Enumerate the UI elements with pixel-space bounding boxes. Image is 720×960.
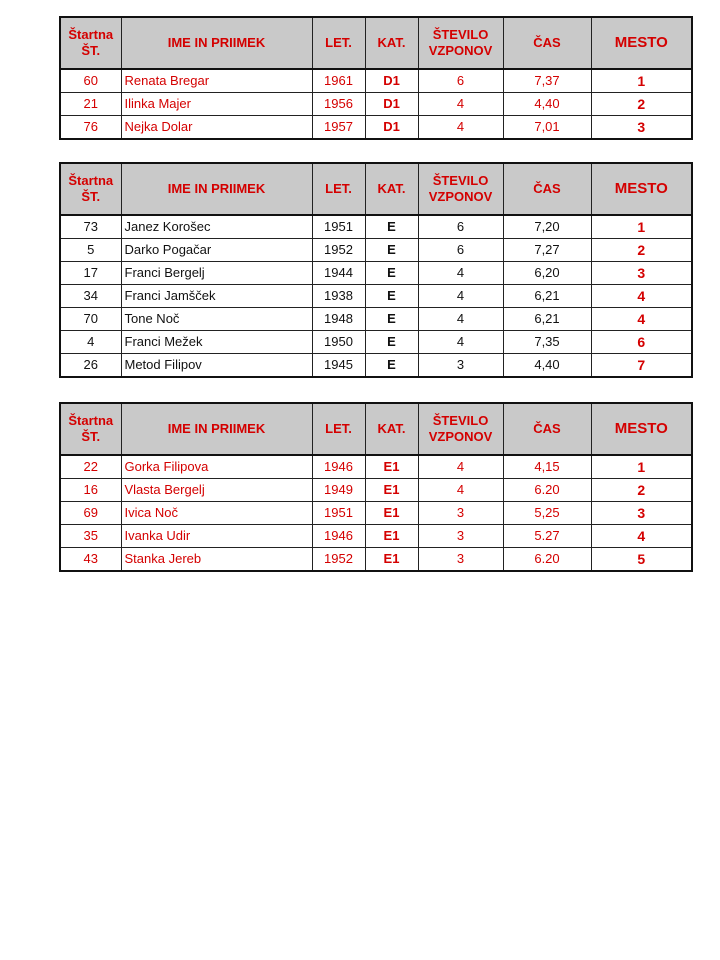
cell-place: 4 (591, 308, 692, 331)
cell-category: D1 (365, 116, 418, 140)
cell-place: 7 (591, 354, 692, 378)
cell-start-number: 21 (60, 93, 121, 116)
table-row (60, 215, 692, 239)
cell-time: 7,01 (503, 116, 591, 140)
cell-year: 1938 (312, 285, 365, 308)
header-mesto: MESTO (591, 403, 692, 455)
cell-climbs: 4 (418, 308, 503, 331)
cell-time: 5.27 (503, 525, 591, 548)
cell-time: 4,40 (503, 354, 591, 378)
header-stevilo-vzponov (418, 17, 503, 69)
cell-year: 1952 (312, 239, 365, 262)
cell-time: 5,25 (503, 502, 591, 525)
cell-start-number: 60 (60, 69, 121, 93)
header-vzponi-line2: VZPONOV (428, 429, 493, 444)
header-vzponi-line1: ŠTEVILO (432, 173, 489, 188)
cell-place: 1 (591, 69, 692, 93)
header-startna-st (60, 403, 121, 455)
cell-place: 2 (591, 479, 692, 502)
header-startna-line2: ŠT. (81, 189, 101, 204)
cell-year: 1945 (312, 354, 365, 378)
cell-start-number: 16 (60, 479, 121, 502)
cell-climbs: 4 (418, 479, 503, 502)
cell-start-number: 73 (60, 215, 121, 239)
header-let: LET. (312, 17, 365, 69)
header-name: IME IN PRIIMEK (121, 17, 312, 69)
header-startna-line1: Štartna (68, 413, 114, 428)
cell-place: 4 (591, 285, 692, 308)
cell-year: 1952 (312, 548, 365, 572)
table-row (60, 548, 692, 572)
table-row (60, 331, 692, 354)
header-startna-line2: ŠT. (81, 43, 101, 58)
cell-name: Franci Jamšček (121, 285, 312, 308)
cell-start-number: 4 (60, 331, 121, 354)
cell-year: 1950 (312, 331, 365, 354)
cell-place: 3 (591, 502, 692, 525)
header-startna-line1: Štartna (68, 27, 114, 42)
cell-name: Ilinka Majer (121, 93, 312, 116)
header-row (60, 17, 692, 69)
cell-category: E (365, 331, 418, 354)
cell-name: Gorka Filipova (121, 455, 312, 479)
cell-climbs: 3 (418, 525, 503, 548)
cell-start-number: 34 (60, 285, 121, 308)
cell-year: 1961 (312, 69, 365, 93)
cell-start-number: 76 (60, 116, 121, 140)
header-vzponi-line2: VZPONOV (428, 189, 493, 204)
cell-climbs: 3 (418, 502, 503, 525)
header-mesto: MESTO (591, 17, 692, 69)
cell-start-number: 5 (60, 239, 121, 262)
cell-name: Darko Pogačar (121, 239, 312, 262)
cell-place: 2 (591, 93, 692, 116)
cell-climbs: 4 (418, 285, 503, 308)
cell-climbs: 6 (418, 239, 503, 262)
cell-name: Vlasta Bergelj (121, 479, 312, 502)
cell-climbs: 4 (418, 331, 503, 354)
cell-time: 6,21 (503, 308, 591, 331)
cell-category: E1 (365, 479, 418, 502)
cell-name: Franci Mežek (121, 331, 312, 354)
cell-climbs: 4 (418, 116, 503, 140)
table-row (60, 239, 692, 262)
table-row (60, 525, 692, 548)
cell-name: Stanka Jereb (121, 548, 312, 572)
cell-category: E1 (365, 455, 418, 479)
cell-year: 1951 (312, 215, 365, 239)
cell-place: 1 (591, 215, 692, 239)
header-cas: ČAS (503, 403, 591, 455)
cell-start-number: 43 (60, 548, 121, 572)
cell-year: 1946 (312, 525, 365, 548)
header-let: LET. (312, 403, 365, 455)
table-row (60, 455, 692, 479)
table-row (60, 262, 692, 285)
cell-category: E (365, 262, 418, 285)
header-row (60, 403, 692, 455)
cell-time: 4,40 (503, 93, 591, 116)
cell-place: 6 (591, 331, 692, 354)
header-vzponi-line1: ŠTEVILO (432, 27, 489, 42)
cell-category: E (365, 308, 418, 331)
cell-climbs: 4 (418, 455, 503, 479)
cell-name: Ivanka Udir (121, 525, 312, 548)
cell-category: E (365, 354, 418, 378)
header-stevilo-vzponov (418, 163, 503, 215)
cell-category: D1 (365, 69, 418, 93)
cell-place: 2 (591, 239, 692, 262)
cell-climbs: 6 (418, 215, 503, 239)
header-startna-line1: Štartna (68, 173, 114, 188)
cell-time: 6,20 (503, 262, 591, 285)
table-row (60, 308, 692, 331)
cell-category: E (365, 215, 418, 239)
cell-category: E (365, 239, 418, 262)
cell-time: 4,15 (503, 455, 591, 479)
cell-climbs: 4 (418, 262, 503, 285)
cell-time: 6,21 (503, 285, 591, 308)
header-let: LET. (312, 163, 365, 215)
header-startna-st (60, 163, 121, 215)
cell-time: 7,37 (503, 69, 591, 93)
header-kat: KAT. (365, 403, 418, 455)
table-row (60, 116, 692, 140)
cell-name: Franci Bergelj (121, 262, 312, 285)
cell-year: 1949 (312, 479, 365, 502)
cell-start-number: 17 (60, 262, 121, 285)
cell-category: E1 (365, 525, 418, 548)
cell-category: E (365, 285, 418, 308)
header-stevilo-vzponov (418, 403, 503, 455)
cell-year: 1944 (312, 262, 365, 285)
cell-year: 1946 (312, 455, 365, 479)
table-row (60, 502, 692, 525)
cell-place: 4 (591, 525, 692, 548)
cell-climbs: 3 (418, 354, 503, 378)
cell-start-number: 35 (60, 525, 121, 548)
table-row (60, 285, 692, 308)
cell-start-number: 26 (60, 354, 121, 378)
cell-start-number: 70 (60, 308, 121, 331)
cell-place: 3 (591, 262, 692, 285)
table-row (60, 93, 692, 116)
header-vzponi-line1: ŠTEVILO (432, 413, 489, 428)
header-mesto: MESTO (591, 163, 692, 215)
cell-climbs: 6 (418, 69, 503, 93)
header-startna-st (60, 17, 121, 69)
cell-time: 6.20 (503, 548, 591, 572)
results-table (59, 16, 693, 140)
results-table (59, 162, 693, 378)
cell-start-number: 22 (60, 455, 121, 479)
cell-place: 5 (591, 548, 692, 572)
cell-time: 7,27 (503, 239, 591, 262)
header-cas: ČAS (503, 17, 591, 69)
cell-category: E1 (365, 548, 418, 572)
cell-place: 3 (591, 116, 692, 140)
cell-category: D1 (365, 93, 418, 116)
cell-year: 1948 (312, 308, 365, 331)
cell-time: 7,20 (503, 215, 591, 239)
cell-start-number: 69 (60, 502, 121, 525)
cell-place: 1 (591, 455, 692, 479)
cell-name: Tone Noč (121, 308, 312, 331)
header-name: IME IN PRIIMEK (121, 163, 312, 215)
header-startna-line2: ŠT. (81, 429, 101, 444)
cell-category: E1 (365, 502, 418, 525)
header-cas: ČAS (503, 163, 591, 215)
cell-name: Metod Filipov (121, 354, 312, 378)
header-vzponi-line2: VZPONOV (428, 43, 493, 58)
results-table (59, 402, 693, 572)
cell-year: 1956 (312, 93, 365, 116)
header-kat: KAT. (365, 17, 418, 69)
table-row (60, 354, 692, 378)
cell-name: Ivica Noč (121, 502, 312, 525)
cell-time: 7,35 (503, 331, 591, 354)
cell-year: 1951 (312, 502, 365, 525)
cell-name: Janez Korošec (121, 215, 312, 239)
cell-climbs: 4 (418, 93, 503, 116)
header-row (60, 163, 692, 215)
cell-time: 6.20 (503, 479, 591, 502)
cell-year: 1957 (312, 116, 365, 140)
header-kat: KAT. (365, 163, 418, 215)
table-row (60, 479, 692, 502)
cell-climbs: 3 (418, 548, 503, 572)
table-row (60, 69, 692, 93)
cell-name: Renata Bregar (121, 69, 312, 93)
header-name: IME IN PRIIMEK (121, 403, 312, 455)
cell-name: Nejka Dolar (121, 116, 312, 140)
